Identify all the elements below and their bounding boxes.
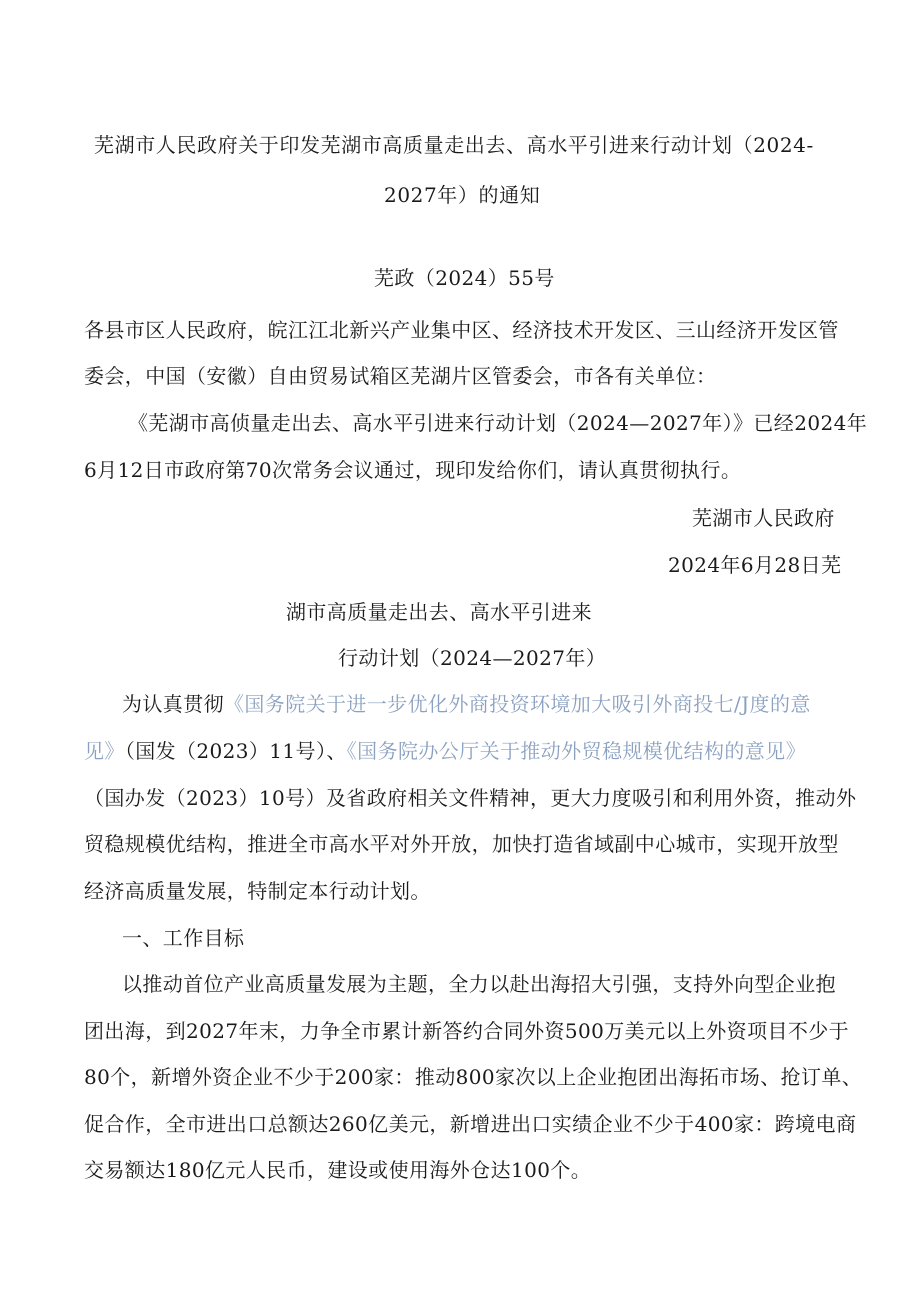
intro-line-5: 经济高质量发展，特制定本行动计划。 (84, 879, 431, 903)
signature-org: 芜湖市人民政府 (692, 506, 835, 530)
section-1-heading: 一、工作目标 (122, 926, 245, 950)
intro-line-4: 贸稳规模优结构，推进全市高水平对外开放，加快打造省域副中心城市，实现开放型 (84, 832, 839, 856)
doc-title-line-2: 2027年）的通知 (384, 183, 541, 207)
plan-title-line-1: 湖市高质量走出去、高水平引进来 (286, 600, 592, 624)
section-1-line-4: 促合作，全市进出口总额达260亿美元，新增进出口实绩企业不少于400家：跨境电商 (84, 1112, 857, 1136)
section-1-line-5: 交易额达180亿元人民币，建设或使用海外仓达100个。 (84, 1158, 592, 1182)
section-1-line-1: 以推动首位产业高质量发展为主题，全力以赴出海招大引强，支持外向型企业抱 (122, 972, 836, 996)
doc-number: 芜政（2024）55号 (374, 266, 555, 290)
doc-title-line-1: 芜湖市人民政府关于印发芜湖市高质量走出去、高水平引进来行动计划（2024- (94, 133, 814, 157)
notice-body-line-2: 6月12日市政府第70次常务会议通过，现印发给你们，请认真贯彻执行。 (84, 458, 742, 482)
signature-date: 2024年6月28日芜 (668, 553, 842, 577)
policy-link-state-council-foreign-investment-end[interactable]: 见》 (84, 739, 125, 763)
intro-line-3: （国办发（2023）10号）及省政府相关文件精神，更大力度吸引和利用外资，推动外 (84, 786, 857, 810)
notice-body-line-1: 《芜湖市高侦量走出去、高水平引进来行动计划（2024—2027年）》已经2024年 (128, 411, 868, 435)
recipients-line-2: 委会，中国（安徽）自由贸易试箱区芜湖片区管委会，市各有关单位： (84, 364, 717, 388)
recipients-line-1: 各县市区人民政府，皖江江北新兴产业集中区、经济技术开发区、三山经济开发区管 (84, 318, 839, 342)
intro-prefix: 为认真贯彻 (122, 692, 224, 716)
intro-line-2 (84, 739, 806, 763)
policy-link-general-office-foreign-trade[interactable]: 《国务院办公厅关于推动外贸稳规模优结构的意见》 (346, 739, 806, 763)
intro-doc-ref: （国发（2023）11号）、 (124, 739, 347, 763)
intro-line-1 (122, 692, 811, 716)
plan-title-line-2: 行动计划（2024—2027年） (338, 646, 607, 670)
section-1-line-2: 团出海，到2027年末，力争全市累计新答约合同外资500万美元以上外资项目不少于 (84, 1019, 850, 1043)
policy-link-state-council-foreign-investment[interactable]: 《国务院关于进一步优化外商投资环境加大吸引外商投七/J度的意 (224, 692, 811, 716)
section-1-line-3: 80个，新增外资企业不少于200家：推动800家次以上企业抱团出海拓市场、抢订单、 (84, 1065, 863, 1089)
